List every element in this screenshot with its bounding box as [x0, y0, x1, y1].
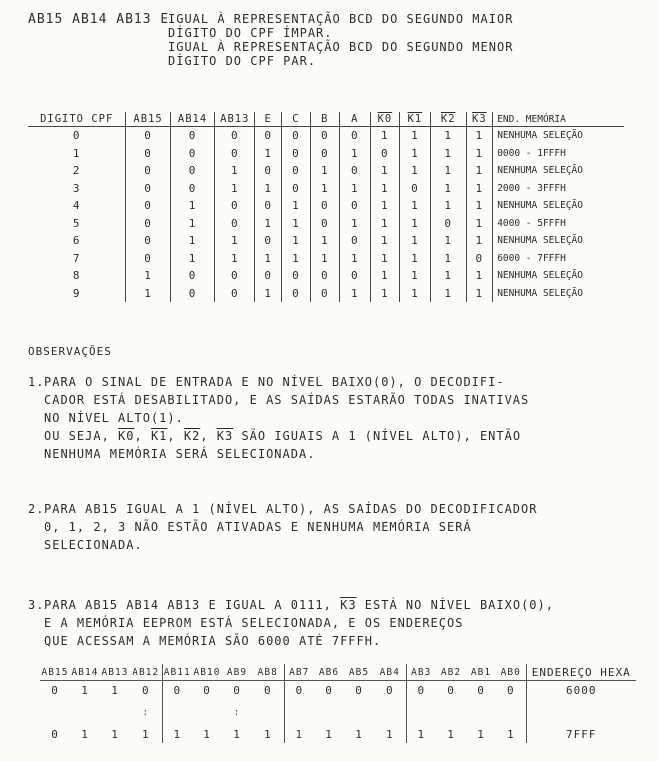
address-bit-cell: 0 [263, 683, 272, 697]
col-header-k1: K1 [399, 112, 430, 127]
table-row [28, 267, 624, 285]
header-line-3: IGUAL À REPRESENTAÇÃO BCD DO SEGUNDO MENOR [168, 40, 514, 54]
cell-a: 1 [339, 285, 370, 303]
cell-memory: NENHUMA SELEÇÃO [493, 232, 624, 250]
address-bit-cell: 1 [81, 683, 89, 697]
address-bit-cell: 0 [233, 683, 241, 697]
cell-a: 1 [339, 145, 370, 163]
col-header-e: E [255, 112, 282, 127]
cell-c: 0 [281, 285, 310, 303]
table-row [28, 285, 624, 303]
cell-digit: 0 [72, 129, 81, 143]
cell-ab14: 1 [170, 215, 214, 233]
observation-2 [28, 500, 638, 554]
observation-1-line-4-prefix: OU SEJA, [44, 429, 110, 443]
observation-1-line-5: NENHUMA MEMÓRIA SERÁ SELECIONADA. [44, 447, 316, 461]
cell-a: 0 [339, 127, 370, 145]
address-bit-cell: 1 [385, 727, 394, 741]
address-bit-cell: 1 [203, 727, 211, 741]
cell-memory: 0000 - 1FFFH [493, 145, 624, 163]
cell-memory: 6000 - 7FFFH [493, 250, 624, 268]
address-col-header: AB8 [257, 666, 278, 678]
cell-c: 1 [281, 250, 310, 268]
address-bit-cell: : [233, 706, 241, 718]
header-description [168, 12, 638, 68]
col-header-digit: DIGITO CPF [40, 113, 114, 125]
cell-ab15: 0 [126, 232, 170, 250]
cell-e: 1 [255, 180, 282, 198]
table-row [28, 232, 624, 250]
cell-c: 0 [281, 145, 310, 163]
address-bit-cell: 1 [233, 727, 241, 741]
address-bit-cell [252, 699, 284, 725]
cell-ab14: 0 [170, 285, 214, 303]
table-row [28, 180, 624, 198]
address-col-header: AB14 [71, 666, 99, 678]
address-bit-cell: 0 [355, 683, 363, 697]
col-header-c: C [281, 112, 310, 127]
table-row [28, 162, 624, 180]
address-col-header: ENDEREÇO HEXA [526, 664, 636, 681]
observation-2-number: 2. [28, 502, 45, 516]
cell-ab13: 1 [215, 232, 255, 250]
address-col-header: AB11 [162, 664, 192, 681]
observation-3-line-1-prefix: PARA AB15 AB14 AB13 E IGUAL A 0111, [44, 598, 332, 612]
cell-ab13: 1 [215, 180, 255, 198]
cell-digit: 3 [72, 181, 81, 195]
address-bit-cell: 0 [447, 683, 455, 697]
address-hex-cell: 7FFF [526, 725, 636, 743]
cell-ab14: 1 [170, 250, 214, 268]
cell-ab14: 1 [170, 232, 214, 250]
observation-1-line-4-suffix: SÃO IGUAIS A 1 (NÍVEL ALTO), ENTÃO [241, 429, 522, 443]
cell-ab15: 0 [126, 250, 170, 268]
address-bit-cell [192, 699, 222, 725]
cell-k3: 1 [466, 145, 493, 163]
cell-digit: 5 [72, 216, 81, 230]
cell-memory: 4000 - 5FFFH [493, 215, 624, 233]
cell-a: 1 [339, 180, 370, 198]
cell-k3: 1 [466, 215, 493, 233]
cell-ab14: 0 [170, 180, 214, 198]
address-bit-cell: 0 [406, 681, 436, 700]
address-bit-cell [344, 699, 374, 725]
cell-digit: 6 [72, 234, 81, 248]
address-col-header: AB5 [348, 666, 370, 678]
address-bit-cell [466, 699, 496, 725]
cell-k2: 1 [430, 197, 466, 215]
cell-k2: 1 [430, 267, 466, 285]
cell-a: 1 [339, 215, 370, 233]
cell-b: 1 [310, 180, 339, 198]
col-header-ab15: AB15 [126, 112, 170, 127]
address-col-header: AB15 [41, 666, 69, 678]
header-signals: AB15 AB14 AB13 E [28, 12, 170, 27]
cell-e: 1 [255, 250, 282, 268]
cell-k1: 1 [399, 267, 430, 285]
observation-3 [28, 596, 638, 650]
cell-ab15: 1 [126, 285, 170, 303]
truth-table-header-row [28, 112, 624, 127]
address-bit-cell: 0 [385, 683, 394, 697]
col-header-ab14: AB14 [170, 112, 214, 127]
truth-table [28, 112, 624, 302]
address-bit-cell [374, 699, 406, 725]
cell-k1: 1 [399, 250, 430, 268]
cell-e: 0 [255, 127, 282, 145]
cell-k1: 1 [399, 162, 430, 180]
cell-ab13: 0 [215, 267, 255, 285]
cell-k0: 1 [370, 127, 399, 145]
col-header-memory: END. MEMÓRIA [493, 112, 624, 127]
cell-b: 0 [310, 215, 339, 233]
address-col-header: AB1 [470, 666, 492, 678]
cell-e: 0 [255, 232, 282, 250]
cell-c: 0 [281, 162, 310, 180]
address-col-header: AB2 [440, 666, 462, 678]
truth-table-body [28, 127, 624, 303]
address-bit-cell: 0 [506, 683, 515, 697]
observation-1-line-3: NO NÍVEL ALTO(1). [44, 411, 184, 425]
address-bit-cell: 0 [141, 683, 150, 697]
address-bit-cell [100, 699, 130, 725]
cell-ab13: 0 [215, 285, 255, 303]
cell-memory: NENHUMA SELEÇÃO [493, 162, 624, 180]
address-bit-cell [496, 699, 526, 725]
cell-b: 0 [310, 145, 339, 163]
cell-c: 0 [281, 267, 310, 285]
cell-k1: 1 [399, 197, 430, 215]
address-bit-cell [162, 699, 192, 725]
cell-c: 0 [281, 127, 310, 145]
cell-ab14: 0 [170, 267, 214, 285]
cell-memory: NENHUMA SELEÇÃO [493, 197, 624, 215]
header-line-1: IGUAL À REPRESENTAÇÃO BCD DO SEGUNDO MAIOR [168, 12, 514, 26]
cell-k0: 1 [370, 285, 399, 303]
cell-k2: 1 [430, 127, 466, 145]
cell-e: 0 [255, 267, 282, 285]
address-bit-cell: 1 [81, 727, 89, 741]
observation-3-line-2: E A MEMÓRIA EEPROM ESTÁ SELECIONADA, E OS ENDEREÇOS [44, 616, 464, 630]
address-row-end [40, 725, 636, 743]
cell-ab14: 0 [170, 162, 214, 180]
output-k0: K0 [118, 429, 135, 443]
cell-k0: 1 [370, 267, 399, 285]
cell-e: 1 [255, 285, 282, 303]
cell-ab14: 0 [170, 145, 214, 163]
cell-k3: 1 [466, 285, 493, 303]
cell-e: 0 [255, 162, 282, 180]
cell-k0: 1 [370, 197, 399, 215]
address-col-header: AB6 [318, 666, 340, 678]
cell-k1: 1 [399, 285, 430, 303]
cell-ab13: 0 [215, 215, 255, 233]
address-bit-cell: 0 [51, 683, 59, 697]
table-row [28, 197, 624, 215]
cell-e: 0 [255, 197, 282, 215]
cell-memory: NENHUMA SELEÇÃO [493, 285, 624, 303]
observation-2-line-3: SELECIONADA. [44, 538, 143, 552]
address-bit-cell: 1 [325, 727, 333, 741]
address-bit-cell: 1 [111, 683, 119, 697]
address-bit-cell [70, 699, 100, 725]
cell-k3: 1 [466, 127, 493, 145]
cell-k0: 0 [370, 145, 399, 163]
cell-k2: 1 [430, 145, 466, 163]
cell-c: 1 [281, 197, 310, 215]
output-k3: K3 [216, 429, 234, 443]
cell-ab15: 0 [126, 180, 170, 198]
cell-k2: 1 [430, 232, 466, 250]
cell-k0: 1 [370, 180, 399, 198]
cell-a: 1 [339, 250, 370, 268]
cell-c: 0 [281, 180, 310, 198]
header-line-4: DÍGITO DO CPF PAR. [168, 54, 317, 68]
cell-ab15: 0 [126, 162, 170, 180]
cell-a: 0 [339, 267, 370, 285]
cell-ab13: 0 [215, 197, 255, 215]
cell-k1: 1 [399, 127, 430, 145]
cell-b: 0 [310, 197, 339, 215]
cell-memory: NENHUMA SELEÇÃO [493, 267, 624, 285]
address-bit-cell: 1 [477, 727, 485, 741]
cell-digit: 4 [72, 199, 81, 213]
table-row [28, 145, 624, 163]
address-bit-cell: 1 [141, 727, 150, 741]
observations-title: OBSERVAÇÕES [28, 345, 112, 358]
cell-k0: 1 [370, 215, 399, 233]
col-header-ab13: AB13 [215, 112, 255, 127]
address-table [40, 664, 636, 743]
cell-k1: 1 [399, 145, 430, 163]
cell-ab15: 0 [126, 145, 170, 163]
address-bit-cell [314, 699, 344, 725]
cell-ab14: 0 [170, 127, 214, 145]
cell-b: 1 [310, 232, 339, 250]
cell-a: 0 [339, 232, 370, 250]
cell-a: 0 [339, 162, 370, 180]
address-table-header-row [40, 664, 636, 681]
address-bit-cell: 1 [111, 727, 119, 741]
cell-k2: 1 [430, 250, 466, 268]
observation-3-line-3: QUE ACESSAM A MEMÓRIA SÃO 6000 ATÉ 7FFFH. [44, 634, 382, 648]
cell-ab13: 0 [215, 145, 255, 163]
address-col-header: AB12 [132, 666, 160, 678]
cell-e: 1 [255, 215, 282, 233]
cell-k0: 1 [370, 162, 399, 180]
observation-1-line-1: PARA O SINAL DE ENTRADA E NO NÍVEL BAIXO(0), O DECODIFI- [44, 375, 505, 389]
table-row [28, 215, 624, 233]
col-header-k3: K3 [466, 112, 493, 127]
cell-memory: 2000 - 3FFFH [493, 180, 624, 198]
table-row [28, 127, 624, 145]
cell-digit: 9 [72, 286, 81, 300]
output-k2: K2 [183, 429, 201, 443]
cell-k1: 1 [399, 215, 430, 233]
address-bit-cell [40, 699, 70, 725]
cell-b: 1 [310, 250, 339, 268]
cell-digit: 1 [72, 146, 81, 160]
address-bit-cell: : [142, 706, 150, 718]
cell-k3: 1 [466, 267, 493, 285]
col-header-k0: K0 [370, 112, 399, 127]
address-bit-cell: 0 [203, 683, 211, 697]
observation-1-line-2: CADOR ESTÁ DESABILITADO, E AS SAÍDAS ESTARÃO TODAS INATIVAS [44, 393, 530, 407]
observation-1 [28, 373, 638, 463]
address-bit-cell: 0 [162, 681, 192, 700]
cell-k3: 1 [466, 162, 493, 180]
cell-c: 1 [281, 215, 310, 233]
cell-digit: 7 [72, 251, 81, 265]
cell-k2: 1 [430, 180, 466, 198]
observation-3-number: 3. [28, 598, 45, 612]
address-bit-cell: 0 [325, 683, 333, 697]
cell-b: 1 [310, 162, 339, 180]
observation-1-line-4: OU SEJA, K0, K1, K2, K3 SÃO IGUAIS A 1 (NÍVEL ALTO), ENTÃO [44, 429, 522, 443]
col-header-a: A [339, 112, 370, 127]
address-col-header: AB10 [193, 666, 221, 678]
address-bit-cell [284, 699, 314, 725]
cell-k2: 1 [430, 285, 466, 303]
address-bit-cell: 1 [406, 725, 436, 743]
address-row-ellipsis [40, 699, 636, 725]
address-bit-cell: 1 [506, 727, 515, 741]
cell-digit: 2 [72, 164, 81, 178]
cell-k3: 1 [466, 197, 493, 215]
address-col-header: AB0 [500, 666, 521, 678]
cell-ab15: 0 [126, 197, 170, 215]
cell-k3: 0 [466, 250, 493, 268]
address-bit-cell: 1 [263, 727, 272, 741]
address-bit-cell: 1 [162, 725, 192, 743]
header-line-2: DÍGITO DO CPF ÍMPAR. [168, 26, 333, 40]
cell-ab13: 1 [215, 250, 255, 268]
cell-ab15: 0 [126, 127, 170, 145]
address-bit-cell [436, 699, 466, 725]
observation-2-line-2: 0, 1, 2, 3 NÃO ESTÃO ATIVADAS E NENHUMA MEMÓRIA SERÁ [44, 520, 472, 534]
cell-ab13: 0 [215, 127, 255, 145]
cell-ab14: 1 [170, 197, 214, 215]
cell-k3: 1 [466, 180, 493, 198]
cell-memory: NENHUMA SELEÇÃO [493, 127, 624, 145]
table-row [28, 250, 624, 268]
address-bit-cell: 1 [355, 727, 363, 741]
cell-ab15: 1 [126, 267, 170, 285]
observation-2-line-1: PARA AB15 IGUAL A 1 (NÍVEL ALTO), AS SAÍDAS DO DECODIFICADOR [44, 502, 538, 516]
address-bit-cell: 0 [477, 683, 485, 697]
cell-b: 0 [310, 267, 339, 285]
cell-e: 1 [255, 145, 282, 163]
address-col-header: AB13 [101, 666, 129, 678]
cell-k0: 1 [370, 250, 399, 268]
observation-1-number: 1. [28, 375, 45, 389]
address-bit-cell: 0 [51, 727, 59, 741]
address-col-header: AB9 [226, 666, 248, 678]
address-hex-cell: 6000 [526, 681, 636, 700]
address-col-header: AB4 [379, 666, 400, 678]
address-bit-cell [406, 699, 436, 725]
address-bit-cell: 1 [284, 725, 314, 743]
col-header-k2: K2 [430, 112, 466, 127]
cell-k1: 1 [399, 232, 430, 250]
col-header-b: B [310, 112, 339, 127]
output-k1: K1 [150, 429, 168, 443]
address-col-header: AB7 [284, 664, 314, 681]
cell-k1: 0 [399, 180, 430, 198]
address-hex-cell [526, 699, 636, 725]
cell-b: 0 [310, 285, 339, 303]
cell-digit: 8 [72, 269, 81, 283]
cell-k3: 1 [466, 232, 493, 250]
address-bit-cell: 1 [447, 727, 455, 741]
address-row-start [40, 681, 636, 700]
address-bit-cell: 0 [284, 681, 314, 700]
cell-c: 1 [281, 232, 310, 250]
cell-k2: 1 [430, 162, 466, 180]
cell-k2: 0 [430, 215, 466, 233]
output-k3-obs3: K3 [340, 598, 357, 612]
cell-b: 0 [310, 127, 339, 145]
cell-k0: 1 [370, 232, 399, 250]
address-col-header: AB3 [406, 664, 436, 681]
cell-ab15: 0 [126, 215, 170, 233]
observation-3-line-1-suffix: ESTÁ NO NÍVEL BAIXO(0), [364, 598, 554, 612]
cell-ab13: 1 [215, 162, 255, 180]
cell-a: 0 [339, 197, 370, 215]
